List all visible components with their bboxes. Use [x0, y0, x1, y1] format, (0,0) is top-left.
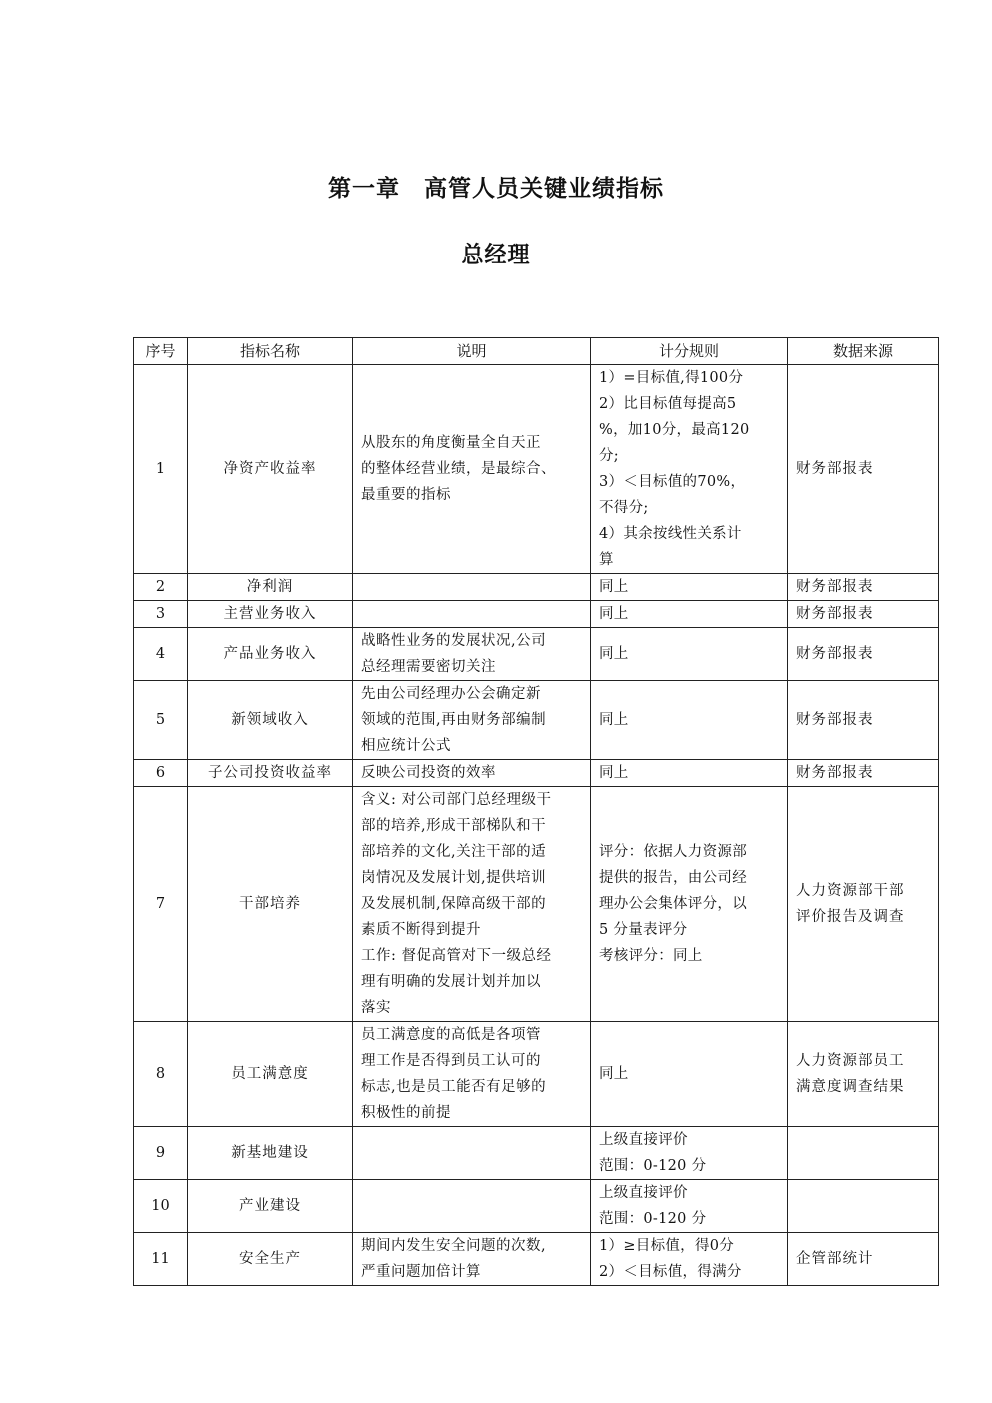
cell-description-line: 含义: 对公司部门总经理级干: [361, 792, 552, 808]
cell-no: 2: [134, 574, 188, 601]
cell-scoring-rule-line: 同上: [599, 579, 629, 595]
cell-description-line: 反映公司投资的效率: [361, 765, 496, 781]
cell-scoring-rule-line: 理办公会集体评分，以: [599, 896, 747, 912]
cell-indicator-name: 干部培养: [188, 787, 353, 1022]
cell-data-source-line: 财务部报表: [796, 712, 874, 728]
table-row: [134, 1180, 939, 1233]
section-title: 总经理: [461, 243, 531, 268]
cell-scoring-rule-line: 范围：0-120 分: [599, 1158, 707, 1174]
cell-scoring-rule-line: 1）=目标值,得100分: [599, 370, 744, 386]
header-rule: 计分规则: [591, 338, 788, 365]
cell-description: [353, 628, 591, 681]
cell-description: [353, 681, 591, 760]
cell-description-line: 先由公司经理办公会确定新: [361, 686, 541, 702]
header-no: 序号: [134, 338, 188, 365]
cell-scoring-rule-line: 上级直接评价: [599, 1132, 688, 1148]
table-row: [134, 1127, 939, 1180]
cell-scoring-rule-line: 评分：依据人力资源部: [599, 844, 747, 860]
cell-description-line: 领域的范围,再由财务部编制: [361, 712, 547, 728]
cell-data-source-line: 人力资源部干部: [796, 883, 905, 899]
header-name: 指标名称: [188, 338, 353, 365]
cell-data-source: [788, 1233, 939, 1286]
cell-indicator-name: 员工满意度: [188, 1022, 353, 1127]
cell-description: [353, 574, 591, 601]
cell-scoring-rule: [591, 1180, 788, 1233]
cell-data-source-line: 企管部统计: [796, 1251, 874, 1267]
cell-data-source-line: 财务部报表: [796, 765, 874, 781]
cell-data-source-line: 评价报告及调查: [796, 909, 905, 925]
cell-scoring-rule-line: 提供的报告，由公司经: [599, 870, 747, 886]
cell-description: [353, 1022, 591, 1127]
cell-data-source: [788, 574, 939, 601]
cell-scoring-rule-line: 范围：0-120 分: [599, 1211, 707, 1227]
cell-data-source: [788, 1180, 939, 1233]
cell-description-line: 相应统计公式: [361, 738, 451, 754]
table-row: [134, 760, 939, 787]
cell-indicator-name: 主营业务收入: [188, 601, 353, 628]
header-desc: 说明: [353, 338, 591, 365]
cell-indicator-name: 子公司投资收益率: [188, 760, 353, 787]
cell-indicator-name: 净资产收益率: [188, 365, 353, 574]
cell-description-line: 积极性的前提: [361, 1105, 451, 1121]
table-row: [134, 787, 939, 1022]
cell-scoring-rule-line: 同上: [599, 1066, 629, 1082]
cell-indicator-name: 新领域收入: [188, 681, 353, 760]
cell-description-line: 战略性业务的发展状况,公司: [361, 633, 547, 649]
cell-description-line: 期间内发生安全问题的次数,: [361, 1238, 547, 1254]
cell-scoring-rule: [591, 574, 788, 601]
cell-indicator-name: 安全生产: [188, 1233, 353, 1286]
cell-description-line: 标志,也是员工能否有足够的: [361, 1079, 547, 1095]
cell-indicator-name: 产业建设: [188, 1180, 353, 1233]
table-header-row: [134, 338, 939, 365]
cell-description-line: 从股东的角度衡量全自天正: [361, 435, 541, 451]
table-row: [134, 601, 939, 628]
cell-description-line: 员工满意度的高低是各项管: [361, 1027, 541, 1043]
cell-scoring-rule: [591, 787, 788, 1022]
cell-scoring-rule-line: 2）比目标值每提高5: [599, 396, 737, 412]
table-row: [134, 365, 939, 574]
table-row: [134, 1022, 939, 1127]
cell-data-source: [788, 601, 939, 628]
cell-description-line: 总经理需要密切关注: [361, 659, 496, 675]
cell-no: 4: [134, 628, 188, 681]
cell-no: 10: [134, 1180, 188, 1233]
cell-scoring-rule-line: 2）＜目标值，得满分: [599, 1264, 742, 1280]
cell-scoring-rule: [591, 601, 788, 628]
cell-scoring-rule-line: 同上: [599, 606, 629, 622]
cell-description-line: 落实: [361, 1000, 391, 1016]
cell-scoring-rule: [591, 1022, 788, 1127]
cell-scoring-rule-line: 同上: [599, 712, 629, 728]
cell-data-source-line: 人力资源部员工: [796, 1053, 905, 1069]
cell-no: 8: [134, 1022, 188, 1127]
cell-data-source: [788, 1127, 939, 1180]
cell-description-line: 及发展机制,保障高级干部的: [361, 896, 547, 912]
cell-indicator-name: 产品业务收入: [188, 628, 353, 681]
cell-scoring-rule: [591, 1233, 788, 1286]
cell-description-line: 严重问题加倍计算: [361, 1264, 481, 1280]
cell-description: [353, 365, 591, 574]
cell-scoring-rule-line: 不得分;: [599, 500, 649, 516]
cell-data-source-line: 财务部报表: [796, 461, 874, 477]
cell-description-line: 最重要的指标: [361, 487, 451, 503]
cell-scoring-rule-line: %，加10分，最高120: [599, 422, 750, 438]
cell-no: 1: [134, 365, 188, 574]
cell-description-line: 部的培养,形成干部梯队和干: [361, 818, 547, 834]
cell-description-line: 部培养的文化,关注干部的适: [361, 844, 547, 860]
cell-indicator-name: 新基地建设: [188, 1127, 353, 1180]
cell-data-source-line: 财务部报表: [796, 606, 874, 622]
table-row: [134, 1233, 939, 1286]
cell-data-source: [788, 1022, 939, 1127]
cell-no: 3: [134, 601, 188, 628]
cell-description-line: 的整体经营业绩，是最综合、: [361, 461, 556, 477]
cell-scoring-rule: [591, 681, 788, 760]
cell-data-source: [788, 628, 939, 681]
cell-description: [353, 1233, 591, 1286]
table-body: [134, 365, 939, 1286]
cell-scoring-rule-line: 3）＜目标值的70%，: [599, 474, 746, 490]
cell-scoring-rule-line: 4）其余按线性关系计: [599, 526, 742, 542]
table-row: [134, 628, 939, 681]
cell-no: 6: [134, 760, 188, 787]
cell-scoring-rule: [591, 1127, 788, 1180]
cell-description-line: 理有明确的发展计划并加以: [361, 974, 541, 990]
cell-description: [353, 1127, 591, 1180]
kpi-table: [133, 337, 939, 1286]
cell-data-source-line: 财务部报表: [796, 646, 874, 662]
cell-description: [353, 601, 591, 628]
cell-no: 7: [134, 787, 188, 1022]
cell-data-source: [788, 365, 939, 574]
table-row: [134, 574, 939, 601]
cell-data-source: [788, 681, 939, 760]
cell-no: 11: [134, 1233, 188, 1286]
cell-scoring-rule-line: 算: [599, 552, 614, 568]
cell-scoring-rule-line: 上级直接评价: [599, 1185, 688, 1201]
cell-scoring-rule: [591, 628, 788, 681]
cell-scoring-rule: [591, 365, 788, 574]
cell-scoring-rule: [591, 760, 788, 787]
cell-indicator-name: 净利润: [188, 574, 353, 601]
cell-description-line: 工作: 督促高管对下一级总经: [361, 948, 552, 964]
cell-description: [353, 1180, 591, 1233]
cell-no: 5: [134, 681, 188, 760]
cell-description: [353, 787, 591, 1022]
cell-scoring-rule-line: 分;: [599, 448, 619, 464]
cell-description: [353, 760, 591, 787]
cell-no: 9: [134, 1127, 188, 1180]
chapter-title: 第一章 高管人员关键业绩指标: [328, 176, 664, 202]
cell-data-source-line: 满意度调查结果: [796, 1079, 905, 1095]
cell-scoring-rule-line: 同上: [599, 646, 629, 662]
cell-description-line: 岗情况及发展计划,提供培训: [361, 870, 547, 886]
cell-scoring-rule-line: 同上: [599, 765, 629, 781]
cell-scoring-rule-line: 考核评分：同上: [599, 948, 703, 964]
header-source: 数据来源: [788, 338, 939, 365]
cell-scoring-rule-line: 5 分量表评分: [599, 922, 688, 938]
cell-description-line: 理工作是否得到员工认可的: [361, 1053, 541, 1069]
cell-data-source-line: 财务部报表: [796, 579, 874, 595]
table-row: [134, 681, 939, 760]
cell-data-source: [788, 787, 939, 1022]
cell-scoring-rule-line: 1）≥目标值，得0分: [599, 1238, 735, 1254]
cell-description-line: 素质不断得到提升: [361, 922, 481, 938]
cell-data-source: [788, 760, 939, 787]
